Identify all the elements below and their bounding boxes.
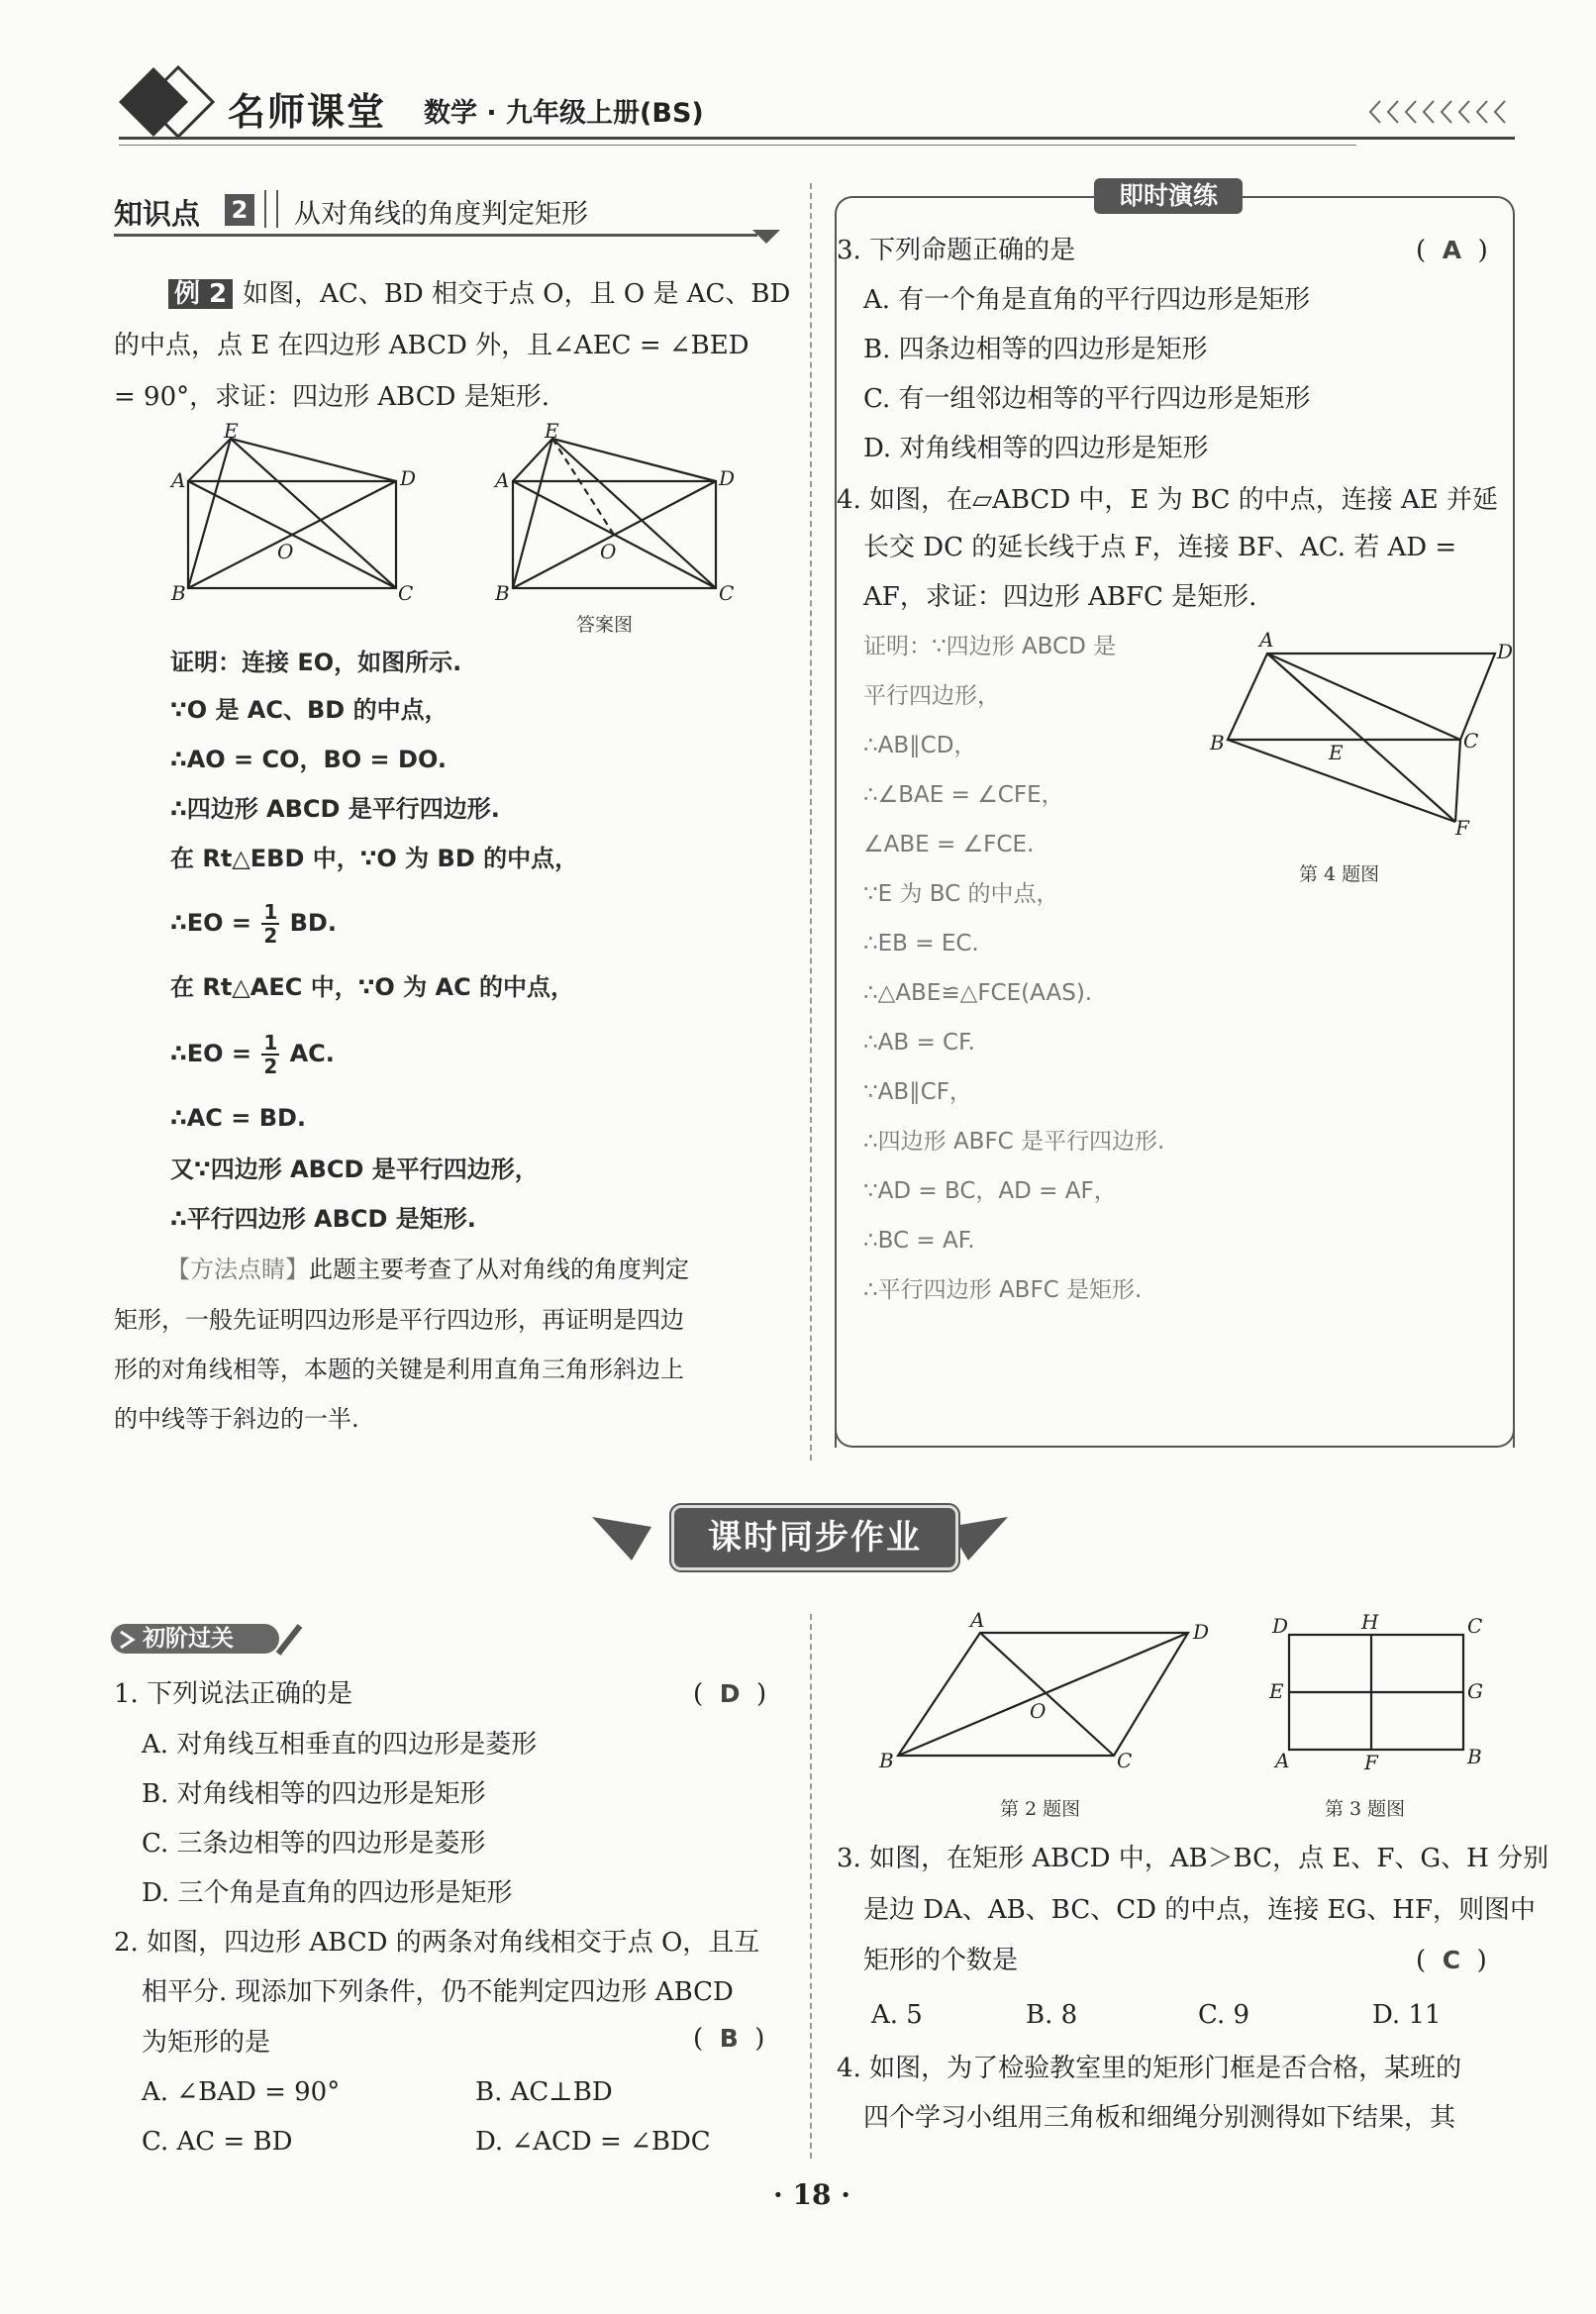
proof-line: ∴四边形 ABCD 是平行四边形. bbox=[170, 795, 500, 823]
example-figure-caption: 答案图 bbox=[576, 614, 634, 636]
hw-q2-answer: ( B ) bbox=[693, 2024, 765, 2054]
proof-line: 证明：连接 EO，如图所示. bbox=[170, 649, 462, 676]
hw-q2-line: 为矩形的是 bbox=[142, 2028, 271, 2058]
proof-line: 在 Rt△AEC 中，∵O 为 AC 的中点， bbox=[170, 973, 575, 1001]
example-figures bbox=[168, 419, 736, 644]
svg-text:F: F bbox=[1455, 816, 1469, 840]
section-heading bbox=[114, 186, 787, 242]
svg-text:F: F bbox=[1364, 1751, 1378, 1774]
svg-text:E: E bbox=[1329, 741, 1344, 764]
proof-line: ∴AC = BD. bbox=[170, 1104, 307, 1132]
homework-banner: 课时同步作业 bbox=[671, 1505, 958, 1570]
svg-text:D: D bbox=[1193, 1620, 1210, 1644]
brand-title: 名师课堂 bbox=[228, 90, 387, 134]
proof-line-fraction: ∴EO = $\frac{1}{2}$ AC. bbox=[170, 1031, 335, 1078]
proof-line: ∴AO = CO，BO = DO. bbox=[170, 746, 447, 773]
option: B. 四条边相等的四边形是矩形 bbox=[863, 335, 1208, 364]
q4-proof-line: ∴△ABE≌△FCE(AAS). bbox=[863, 980, 1093, 1006]
section-divider-bars bbox=[264, 190, 278, 228]
svg-text:A: A bbox=[970, 1608, 985, 1632]
fig-label-A: A bbox=[171, 468, 186, 492]
section-title: 从对角线的角度判定矩形 bbox=[294, 199, 588, 230]
method-tag: 【方法点睛】 bbox=[166, 1256, 309, 1283]
q2-figure bbox=[871, 1609, 1228, 1777]
q4-proof-line: ∴平行四边形 ABFC 是矩形. bbox=[863, 1277, 1143, 1303]
option: D. 11 bbox=[1372, 2000, 1442, 2030]
example-line-3: = 90°，求证：四边形 ABCD 是矩形. bbox=[114, 382, 550, 412]
hw-q3-line: 3. 如图，在矩形 ABCD 中，AB＞BC，点 E、F、G、H 分别 bbox=[837, 1844, 1549, 1873]
practice-q4-line: AF，求证：四边形 ABFC 是矩形. bbox=[863, 582, 1257, 612]
svg-text:O: O bbox=[1030, 1699, 1047, 1723]
option: C. 有一组邻边相等的平行四边形是矩形 bbox=[863, 384, 1311, 414]
page-number: · 18 · bbox=[773, 2178, 850, 2211]
section-underline bbox=[114, 234, 757, 237]
hw-q2-line: 相平分. 现添加下列条件，仍不能判定四边形 ABCD bbox=[142, 1977, 734, 2007]
svg-text:C: C bbox=[1467, 1614, 1483, 1638]
fig2-label-D: D bbox=[719, 466, 736, 490]
q4-proof-line: ∴BC = AF. bbox=[863, 1228, 975, 1254]
method-line: 的中线等于斜边的一半. bbox=[114, 1405, 359, 1433]
arrow-icon bbox=[117, 1630, 139, 1650]
section-label: 知识点 bbox=[114, 197, 201, 231]
diamond-logo-icon bbox=[109, 59, 218, 149]
proof-line: 又∵四边形 ABCD 是平行四边形， bbox=[170, 1156, 539, 1183]
svg-text:B: B bbox=[1467, 1745, 1482, 1768]
hw-q4-line: 四个学习小组用三角板和细绳分别测得如下结果，其 bbox=[863, 2103, 1456, 2133]
chevron-decoration-icon bbox=[1366, 97, 1515, 127]
hw-q3-line: 矩形的个数是 bbox=[863, 1946, 1019, 1975]
fig-label-C: C bbox=[398, 581, 414, 605]
q4-proof-line: ∴∠BAE = ∠CFE， bbox=[863, 782, 1064, 808]
column-divider bbox=[810, 183, 812, 1460]
practice-q3-stem: 3. 下列命题正确的是 bbox=[837, 236, 1076, 265]
proof-line: ∴平行四边形 ABCD 是矩形. bbox=[170, 1205, 476, 1233]
svg-text:A: A bbox=[1275, 1749, 1290, 1772]
fig2-label-E: E bbox=[545, 419, 559, 443]
example-line-2: 的中点，点 E 在四边形 ABCD 外，且∠AEC = ∠BED bbox=[114, 331, 749, 360]
q4-figure bbox=[1208, 629, 1515, 847]
option: A. 有一个角是直角的平行四边形是矩形 bbox=[863, 285, 1311, 315]
svg-text:D: D bbox=[1272, 1614, 1289, 1638]
section-number-badge: 2 bbox=[225, 194, 254, 226]
option: B. 对角线相等的四边形是矩形 bbox=[142, 1779, 486, 1809]
q4-proof-line: ∵AB∥CF， bbox=[863, 1079, 972, 1105]
hw-q2-line: 2. 如图，四边形 ABCD 的两条对角线相交于点 O，且互 bbox=[114, 1928, 760, 1958]
q4-proof-line: 平行四边形， bbox=[863, 683, 1000, 709]
triangle-marker-icon bbox=[752, 230, 782, 248]
option: D. 三个角是直角的四边形是矩形 bbox=[142, 1878, 513, 1908]
hw-q4-line: 4. 如图，为了检验教室里的矩形门框是否合格，某班的 bbox=[837, 2054, 1462, 2083]
q3-figure-caption: 第 3 题图 bbox=[1325, 1798, 1406, 1820]
fig2-label-O: O bbox=[600, 540, 617, 563]
example-line-1: 例 2 如图，AC、BD 相交于点 O，且 O 是 AC、BD bbox=[168, 277, 790, 311]
hw-q3-line: 是边 DA、AB、BC、CD 的中点，连接 EG、HF，则图中 bbox=[863, 1895, 1536, 1925]
svg-text:G: G bbox=[1467, 1679, 1483, 1703]
q4-proof-line: ∠ABE = ∠FCE. bbox=[863, 832, 1035, 857]
q4-proof-line: ∴EB = EC. bbox=[863, 931, 979, 956]
fig-label-O: O bbox=[277, 540, 294, 563]
q2-figure-caption: 第 2 题图 bbox=[1000, 1798, 1081, 1820]
lower-column-divider bbox=[810, 1614, 812, 2159]
method-line-1: 【方法点睛】此题主要考查了从对角线的角度判定 bbox=[166, 1256, 689, 1283]
option: C. AC = BD bbox=[142, 2127, 293, 2157]
fraction-half: $\frac{1}{2}$ bbox=[263, 900, 278, 948]
hw-q1-stem: 1. 下列说法正确的是 bbox=[114, 1679, 353, 1709]
hw-q1-answer: ( D ) bbox=[693, 1679, 767, 1709]
fig-label-B: B bbox=[171, 581, 186, 605]
option: B. AC⊥BD bbox=[475, 2077, 613, 2107]
proof-line: ∵O 是 AC、BD 的中点， bbox=[170, 696, 449, 724]
q4-proof-line: ∴AB = CF. bbox=[863, 1030, 975, 1056]
header-rule bbox=[119, 137, 1515, 140]
method-line: 矩形，一般先证明四边形是平行四边形，再证明是四边 bbox=[114, 1306, 684, 1334]
svg-text:B: B bbox=[1210, 731, 1225, 755]
proof-line-fraction: ∴EO = $\frac{1}{2}$ BD. bbox=[170, 900, 337, 948]
stage-title: 初阶过关 bbox=[143, 1626, 234, 1652]
q4-proof-line: ∵AD = BC，AD = AF， bbox=[863, 1178, 1117, 1204]
fig2-label-A: A bbox=[495, 468, 510, 492]
practice-q4-line: 长交 DC 的延长线于点 F，连接 BF、AC. 若 AD = bbox=[863, 533, 1457, 562]
subject-title: 数学 · 九年级上册(BS) bbox=[424, 98, 704, 129]
stage-tag bbox=[111, 1620, 299, 1658]
fig2-label-C: C bbox=[719, 581, 735, 605]
method-line: 形的对角线相等，本题的关键是利用直角三角形斜边上 bbox=[114, 1356, 684, 1383]
practice-q3-answer: ( A ) bbox=[1416, 236, 1488, 265]
proof-line: 在 Rt△EBD 中，∵O 为 BD 的中点， bbox=[170, 845, 579, 872]
svg-text:C: C bbox=[1117, 1749, 1133, 1772]
option: C. 9 bbox=[1198, 2000, 1250, 2030]
hw-q3-answer: ( C ) bbox=[1416, 1946, 1487, 1975]
fraction-half: $\frac{1}{2}$ bbox=[263, 1031, 278, 1078]
option: D. 对角线相等的四边形是矩形 bbox=[863, 434, 1209, 463]
q4-proof-line: ∴四边形 ABFC 是平行四边形. bbox=[863, 1129, 1165, 1155]
option: D. ∠ACD = ∠BDC bbox=[475, 2127, 711, 2157]
practice-title: 即时演练 bbox=[1094, 178, 1243, 214]
svg-text:E: E bbox=[1269, 1679, 1284, 1703]
header-rule-thin bbox=[119, 145, 1356, 146]
option: B. 8 bbox=[1026, 2000, 1078, 2030]
q3-figure bbox=[1257, 1609, 1495, 1777]
q4-proof-line: 证明：∵四边形 ABCD 是 bbox=[863, 634, 1117, 659]
option: A. 对角线互相垂直的四边形是菱形 bbox=[142, 1730, 538, 1760]
fig-label-E: E bbox=[224, 419, 239, 443]
q4-figure-caption: 第 4 题图 bbox=[1299, 863, 1380, 885]
option: A. ∠BAD = 90° bbox=[142, 2077, 341, 2107]
svg-text:D: D bbox=[1497, 640, 1514, 663]
svg-text:C: C bbox=[1463, 729, 1479, 753]
example-tag: 例 2 bbox=[168, 279, 233, 309]
q4-proof-line: ∴AB∥CD， bbox=[863, 733, 977, 758]
option: A. 5 bbox=[871, 2000, 923, 2030]
fig-label-D: D bbox=[400, 466, 417, 490]
svg-text:H: H bbox=[1361, 1610, 1379, 1634]
svg-text:A: A bbox=[1259, 628, 1274, 652]
svg-text:B: B bbox=[879, 1749, 894, 1772]
q4-proof-line: ∵E 为 BC 的中点， bbox=[863, 881, 1059, 907]
practice-q4-line: 4. 如图，在▱ABCD 中，E 为 BC 的中点，连接 AE 并延 bbox=[837, 485, 1498, 515]
fig2-label-B: B bbox=[495, 581, 510, 605]
practice-box-bottom bbox=[835, 1426, 1515, 1448]
pencil-icon bbox=[274, 1620, 304, 1658]
page-header bbox=[109, 59, 1515, 149]
option: C. 三条边相等的四边形是菱形 bbox=[142, 1829, 486, 1859]
